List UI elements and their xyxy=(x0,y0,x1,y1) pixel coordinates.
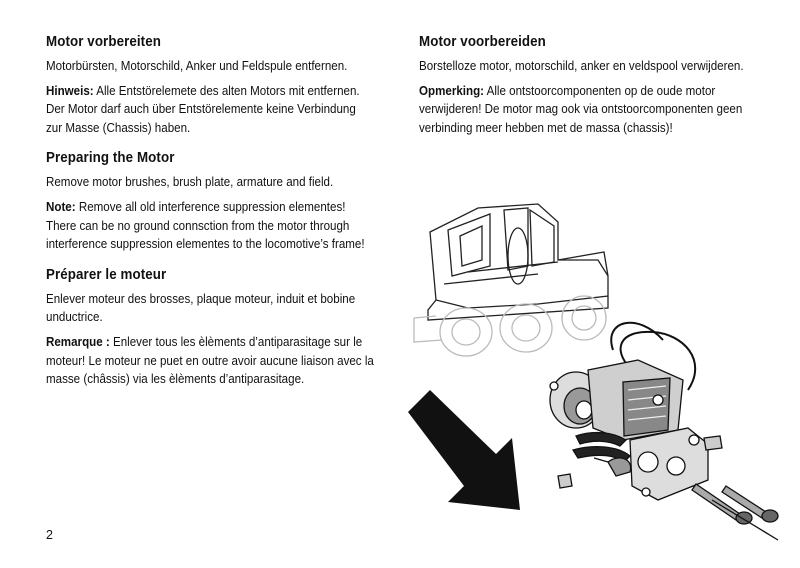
arrow-icon xyxy=(408,390,520,510)
body-dutch: Borstelloze motor, motorschild, anker en veldspool verwijderen. xyxy=(419,59,744,73)
page-number: 2 xyxy=(46,528,53,542)
note-german xyxy=(46,82,374,138)
note-dutch xyxy=(419,82,757,138)
note-text-german: Alle Entstörelemete des alten Motors mit entfernen. Der Motor darf auch über Entstörelemente keine Verbindung zur Masse (Chassis) haben. xyxy=(46,83,360,135)
left-column xyxy=(46,34,376,402)
note-label-french: Remarque : xyxy=(46,334,110,349)
note-text-french: Enlever tous les èlèments d’antiparasitage sur le moteur! Le moteur ne puet en outre avoir aucune liaison avec la masse (châssis) via les èlèments d’antiparasitage. xyxy=(46,334,374,387)
note-label-german: Hinweis: xyxy=(46,83,94,98)
section-french xyxy=(46,267,376,389)
section-dutch xyxy=(419,34,759,137)
note-french xyxy=(46,333,374,389)
note-label-dutch: Opmerking: xyxy=(419,83,485,98)
heading-english: Preparing the Motor xyxy=(46,150,175,167)
note-text-english: Remove all old interference suppression elementes! There can be no ground connsction from the motor through interference suppression elementes to the locomotive’s frame! xyxy=(46,199,365,252)
heading-french: Préparer le moteur xyxy=(46,266,167,283)
chassis-drawing xyxy=(428,204,608,320)
heading-dutch: Motor voorbereiden xyxy=(419,34,546,50)
screws xyxy=(692,484,778,540)
note-english xyxy=(46,198,374,254)
right-column xyxy=(419,34,759,150)
body-english: Remove motor brushes, brush plate, armature and field. xyxy=(46,175,334,190)
section-english xyxy=(46,150,376,253)
motor-disassembly-illustration xyxy=(408,200,800,550)
note-text-dutch: Alle ontstoorcomponenten op de oude motor verwijderen! De motor mag ook via ontstoorcomponenten geen verbinding meer hebben met de massa (chassis)! xyxy=(419,83,743,135)
motor-parts xyxy=(550,360,722,500)
note-label-english: Note: xyxy=(46,199,76,214)
body-french: Enlever moteur des brosses, plaque moteur, induit et bobine unductrice. xyxy=(46,291,356,325)
section-german xyxy=(46,34,376,137)
heading-german: Motor vorbereiten xyxy=(46,34,161,50)
body-german: Motorbürsten, Motorschild, Anker und Feldspule entfernen. xyxy=(46,59,348,73)
